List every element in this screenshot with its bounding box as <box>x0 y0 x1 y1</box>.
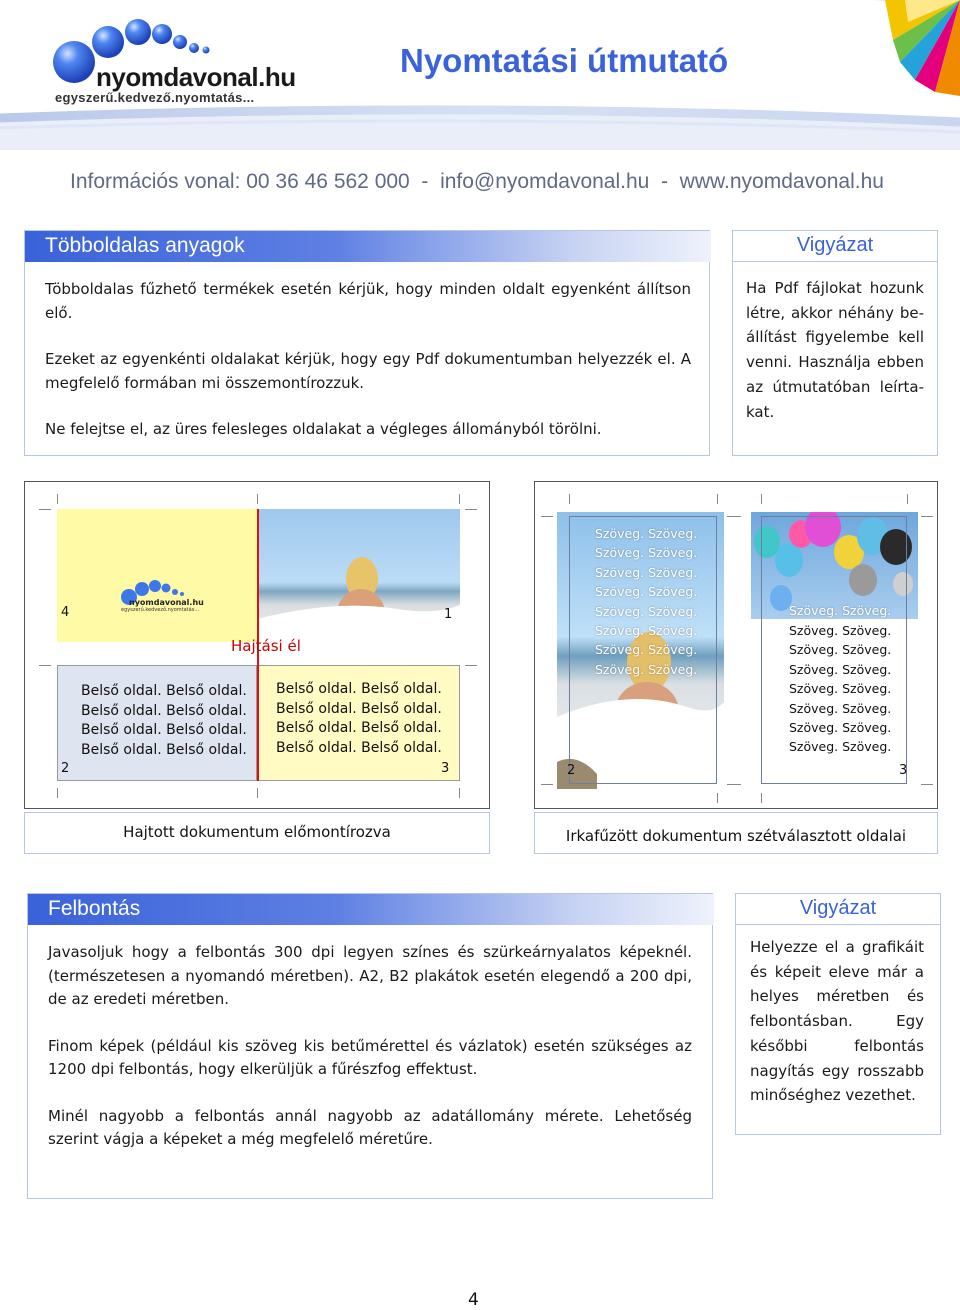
page-title: Nyomtatási útmutató <box>400 42 729 79</box>
crop-mark <box>727 784 741 785</box>
folded-document-diagram <box>24 481 490 809</box>
inner-text-left <box>81 682 247 760</box>
crop-mark <box>459 788 460 798</box>
page-1-photo <box>257 509 460 642</box>
text-line: Szöveg. Szöveg. <box>789 642 892 658</box>
mini-logo-tagline: egyszerű.kedvező.nyomtatás... <box>121 607 200 613</box>
fold-label: Hajtási él <box>231 637 301 655</box>
crop-mark <box>761 494 762 504</box>
text-line: Szöveg. Szöveg. <box>595 603 698 619</box>
crop-mark <box>761 793 762 803</box>
paragraph: Ezeket az egyenkénti oldalakat kérjük, hogy egy Pdf dokumentumban helyezzék el. A megfelelő formában mi összemontírozzuk. <box>45 350 691 392</box>
crop-mark <box>717 793 718 803</box>
paragraph: Javasoljuk hogy a felbontás 300 dpi legyen színes és szürkeárnyalatos képeknél. (természetesen a nyomandó méretben). A2, B2 plakátok esetén elegendő a 200 dpi, de az eredeti méretben. <box>48 943 692 1008</box>
page-number-2: 2 <box>567 763 576 778</box>
crop-mark <box>907 494 908 504</box>
caption-folded: Hajtott dokumentum előmontírozva <box>24 812 490 854</box>
crop-mark <box>465 509 477 510</box>
section-body <box>48 941 692 1175</box>
page-3-text <box>789 621 891 757</box>
text-line: Szöveg. Szöveg. <box>595 526 698 541</box>
paragraph: Minél nagyobb a felbontás annál nagyobb az adatállomány mérete. Lehetőség szerint vágja a képeket a még megfelelő méretűre. <box>48 1106 692 1148</box>
color-fan-graphic <box>870 0 960 96</box>
crop-mark <box>57 494 58 504</box>
page-number-3: 3 <box>899 763 908 778</box>
logo-name: nyomdavonal.hu <box>96 62 296 92</box>
crop-mark <box>257 788 258 798</box>
text-line: Belső oldal. Belső oldal. <box>81 722 247 738</box>
crop-mark <box>717 494 718 504</box>
text-line: Belső oldal. Belső oldal. <box>81 741 247 758</box>
mini-logo-name: nyomdavonal.hu <box>129 598 204 607</box>
page-number-1: 1 <box>444 607 453 622</box>
paragraph: Ne felejtse el, az üres felesleges oldalakat a végleges állományból törölni. <box>45 420 602 438</box>
section-resolution-box <box>27 893 713 1199</box>
saddle-stitched-diagram <box>534 481 938 809</box>
text-line: Szöveg. Szöveg. <box>595 661 698 677</box>
crop-mark <box>465 665 477 666</box>
warning-title: Vigyázat <box>733 231 937 262</box>
crop-mark <box>541 784 553 785</box>
text-line: Belső oldal. Belső oldal. <box>81 702 247 719</box>
page-4-area <box>57 509 257 642</box>
text-line: Szöveg. Szöveg. <box>789 623 892 638</box>
crop-mark <box>569 494 570 504</box>
crop-mark <box>39 665 51 666</box>
warning-title: Vigyázat <box>736 894 940 925</box>
section-heading: Többoldalas anyagok <box>25 231 711 262</box>
text-line: Szöveg. Szöveg. <box>595 564 698 580</box>
warning-text: Helyezze el a grafikáit és képeit eleve már a helyes méretben és felbontásban. Egy későbbi felbontás nagyítás egy rosszabb minőséghez vezethet. <box>750 938 924 1105</box>
page-2-text <box>595 524 697 679</box>
text-line: Belső oldal. Belső oldal. <box>276 700 442 717</box>
text-line: Szöveg. Szöveg. <box>595 623 698 639</box>
warning-text: Ha Pdf fájlokat hozunk létre, akkor néhány beállítást figyelembe kell venni. Használja ebben az útmutatóban leírtakat. <box>746 279 924 421</box>
contact-info-line: Információs vonal: 00 36 46 562 000 - info@nyomdavonal.hu - www.nyomdavonal.hu <box>70 170 884 193</box>
text-line: Szöveg. Szöveg. <box>789 739 892 755</box>
text-line: Szöveg. Szöveg. <box>595 584 698 600</box>
crop-mark <box>257 494 258 504</box>
crop-mark <box>57 788 58 798</box>
page-number-4: 4 <box>61 605 70 620</box>
crop-mark <box>541 516 553 517</box>
page-number-2: 2 <box>61 761 70 776</box>
page-number: 4 <box>468 1290 479 1310</box>
crop-mark <box>921 516 933 517</box>
warning-box <box>732 230 938 456</box>
text-line: Szöveg. Szöveg. <box>789 720 892 736</box>
text-line: Szöveg. Szöveg. <box>789 681 892 697</box>
paragraph: Finom képek (például kis szöveg kis betűmérettel és vázlatok) esetén szükséges az 1200 dpi felbontás, hogy elkerüljük a fűrészfog effektust. <box>48 1036 692 1078</box>
logo-tagline: egyszerű.kedvező.nyomtatás... <box>55 90 255 105</box>
text-line: Belső oldal. Belső oldal. <box>276 681 442 697</box>
crop-mark <box>727 516 741 517</box>
woman-photo-graphic <box>257 509 460 642</box>
text-line: Szöveg. Szöveg. <box>595 545 698 561</box>
inner-text-right <box>276 680 442 758</box>
crop-mark <box>921 784 933 785</box>
page-3-text-top <box>789 601 891 620</box>
caption-saddle-stitched: Irkafűzött dokumentum szétválasztott oldalai <box>534 812 938 854</box>
section-body <box>45 278 691 465</box>
text-line: Szöveg. Szöveg. <box>595 642 698 658</box>
section-multipage-box <box>24 230 710 456</box>
page-number-3: 3 <box>441 761 450 776</box>
text-line: Szöveg. Szöveg. <box>789 661 892 677</box>
warning-box <box>735 893 941 1135</box>
section-heading: Felbontás <box>28 894 714 925</box>
text-line: Szöveg. Szöveg. <box>789 700 892 716</box>
text-line: Belső oldal. Belső oldal. <box>276 720 442 736</box>
text-line: Belső oldal. Belső oldal. <box>276 739 442 756</box>
text-line: Szöveg. Szöveg. <box>789 603 892 618</box>
paragraph: Többoldalas fűzhető termékek esetén kérjük, hogy minden oldalt egyenként állítson elő. <box>45 280 691 322</box>
text-line: Belső oldal. Belső oldal. <box>81 683 247 699</box>
crop-mark <box>39 509 51 510</box>
crop-mark <box>459 494 460 504</box>
